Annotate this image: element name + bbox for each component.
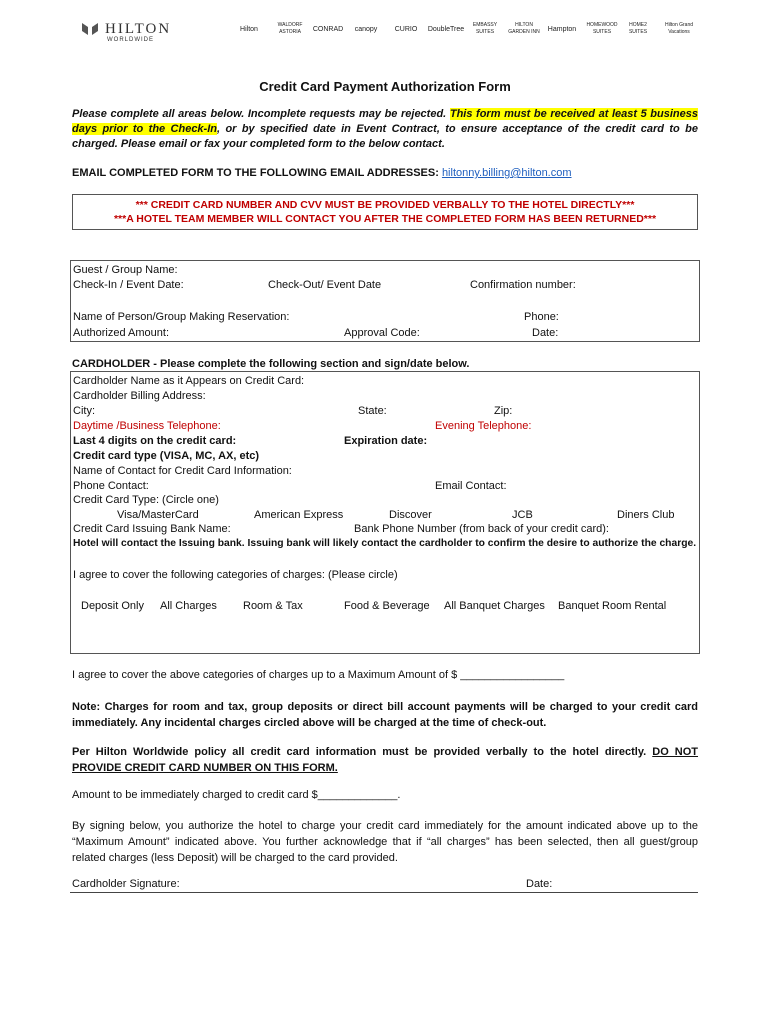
bank-phone-label: Bank Phone Number (from back of your credit card): (354, 523, 609, 535)
category-room-tax[interactable]: Room & Tax (243, 600, 303, 612)
brand-logo: CURIO (394, 25, 418, 33)
brand-logo: Hampton (547, 25, 577, 33)
phone-contact-label: Phone Contact: (73, 480, 149, 492)
brand-logo: canopy (354, 25, 378, 33)
email-address-link[interactable]: hiltonny.billing@hilton.com (441, 167, 572, 179)
signature-label: Cardholder Signature: (72, 878, 180, 890)
max-amount-line: I agree to cover the above categories of charges up to a Maximum Amount of $ _________________ (72, 669, 565, 681)
city-label: City: (73, 405, 95, 417)
category-all-charges[interactable]: All Charges (160, 600, 217, 612)
hotel-contact-notice: Hotel will contact the Issuing bank. Issuing bank will likely contact the cardholder to confirm the desire to authorize the charge. (73, 538, 697, 549)
card-type-discover[interactable]: Discover (389, 509, 432, 521)
hilton-mark-icon (82, 23, 98, 35)
state-label: State: (358, 405, 387, 417)
evening-phone-label: Evening Telephone: (435, 420, 532, 432)
cardholder-box (70, 371, 700, 654)
category-all-banquet[interactable]: All Banquet Charges (444, 600, 545, 612)
brand-logo: Hilton (240, 25, 258, 33)
notice-box (72, 194, 698, 230)
intro-highlight: This form must be received at least 5 business days prior to the Check-In (72, 108, 698, 135)
email-label: EMAIL COMPLETED FORM TO THE FOLLOWING EMAIL ADDRESSES: (72, 167, 439, 179)
category-banquet-room-rental[interactable]: Banquet Room Rental (558, 600, 667, 612)
notice-line2: ***A HOTEL TEAM MEMBER WILL CONTACT YOU AFTER THE COMPLETED FORM HAS BEEN RETURNED*** (113, 213, 657, 225)
category-food-beverage[interactable]: Food & Beverage (344, 600, 430, 612)
brand-logo: Hilton Grand Vacations (664, 22, 694, 35)
approval-code-label: Approval Code: (344, 327, 420, 339)
notice-line1: *** CREDIT CARD NUMBER AND CVV MUST BE PROVIDED VERBALLY TO THE HOTEL DIRECTLY*** (135, 199, 635, 211)
issuing-bank-label: Credit Card Issuing Bank Name: (73, 523, 231, 535)
card-type-diners-club[interactable]: Diners Club (617, 509, 675, 521)
card-type-bold-label: Credit card type (VISA, MC, AX, etc) (73, 450, 260, 462)
note-paragraph: Note: Charges for room and tax, group deposits or direct bill account payments will be charged to your credit card immediately. Any incidental charges circled above will be charged at the time of check-out. (72, 701, 698, 729)
signature-date-label: Date: (526, 878, 553, 890)
card-type-visa-mastercard[interactable]: Visa/MasterCard (117, 509, 199, 521)
signature-line (70, 892, 698, 893)
daytime-phone-label: Daytime /Business Telephone: (73, 420, 221, 432)
category-deposit-only[interactable]: Deposit Only (81, 600, 144, 612)
card-type-circle-label: Credit Card Type: (Circle one) (73, 494, 219, 506)
brand-logo: CONRAD (312, 25, 344, 33)
name-on-card-label: Cardholder Name as it Appears on Credit Card: (73, 375, 305, 387)
brand-logo: HILTON GARDEN INN (508, 22, 540, 35)
check-out-label: Check-Out/ Event Date (268, 279, 382, 291)
policy-text: Per Hilton Worldwide policy all credit card information must be provided verbally to the hotel directly. (72, 746, 647, 758)
agree-categories-label: I agree to cover the following categories of charges: (Please circle) (73, 569, 398, 581)
authorization-paragraph: By signing below, you authorize the hotel to charge your credit card immediately for the amount indicated above up to the “Maximum Amount” indicated above. You further acknowledge that if “all charges” has been selected, then all guest/group related charges (less Deposit) will be charged to the card provided. (72, 820, 698, 864)
brand-logo: WALDORF ASTORIA (277, 22, 303, 35)
policy-underlined: DO NOT PROVIDE CREDIT CARD NUMBER ON THIS FORM. (72, 746, 699, 774)
intro-part1: Please complete all areas below. Incomplete requests may be rejected. (72, 108, 447, 120)
phone-label: Phone: (524, 311, 559, 323)
policy-paragraph (72, 744, 698, 776)
logo-sub: WORLDWIDE (107, 37, 154, 43)
guest-info-box (70, 260, 700, 342)
brand-logo: DoubleTree (427, 25, 465, 33)
billing-address-label: Cardholder Billing Address: (73, 390, 206, 402)
brand-logo: EMBASSY SUITES (472, 22, 498, 35)
form-title: Credit Card Payment Authorization Form (259, 79, 511, 94)
intro-part3: , or by specified date in Event Contract, to ensure acceptance of the credit card to be charged. Please email or fax your completed form to the below contact. (72, 123, 698, 150)
logo-name: HILTON (105, 21, 172, 37)
last4-label: Last 4 digits on the credit card: (73, 435, 237, 447)
cardholder-heading: CARDHOLDER - Please complete the following section and sign/date below. (72, 358, 470, 370)
confirmation-label: Confirmation number: (470, 279, 576, 291)
immediate-amount-line: Amount to be immediately charged to credit card $_____________. (72, 789, 401, 801)
expiration-label: Expiration date: (344, 435, 428, 447)
zip-label: Zip: (494, 405, 513, 417)
person-making-reservation-label: Name of Person/Group Making Reservation: (73, 311, 290, 323)
email-line (72, 167, 572, 179)
check-in-label: Check-In / Event Date: (73, 279, 184, 291)
contact-name-label: Name of Contact for Credit Card Information: (73, 465, 292, 477)
card-type-american-express[interactable]: American Express (254, 509, 344, 521)
email-contact-label: Email Contact: (435, 480, 507, 492)
brand-logo: HOMEWOOD SUITES (586, 22, 618, 35)
authorized-amount-label: Authorized Amount: (73, 327, 170, 339)
date-label: Date: (532, 327, 559, 339)
guest-group-name-label: Guest / Group Name: (73, 264, 178, 276)
brand-logo: HOME2 SUITES (628, 22, 648, 35)
intro-paragraph (72, 107, 698, 152)
card-type-jcb[interactable]: JCB (512, 509, 533, 521)
